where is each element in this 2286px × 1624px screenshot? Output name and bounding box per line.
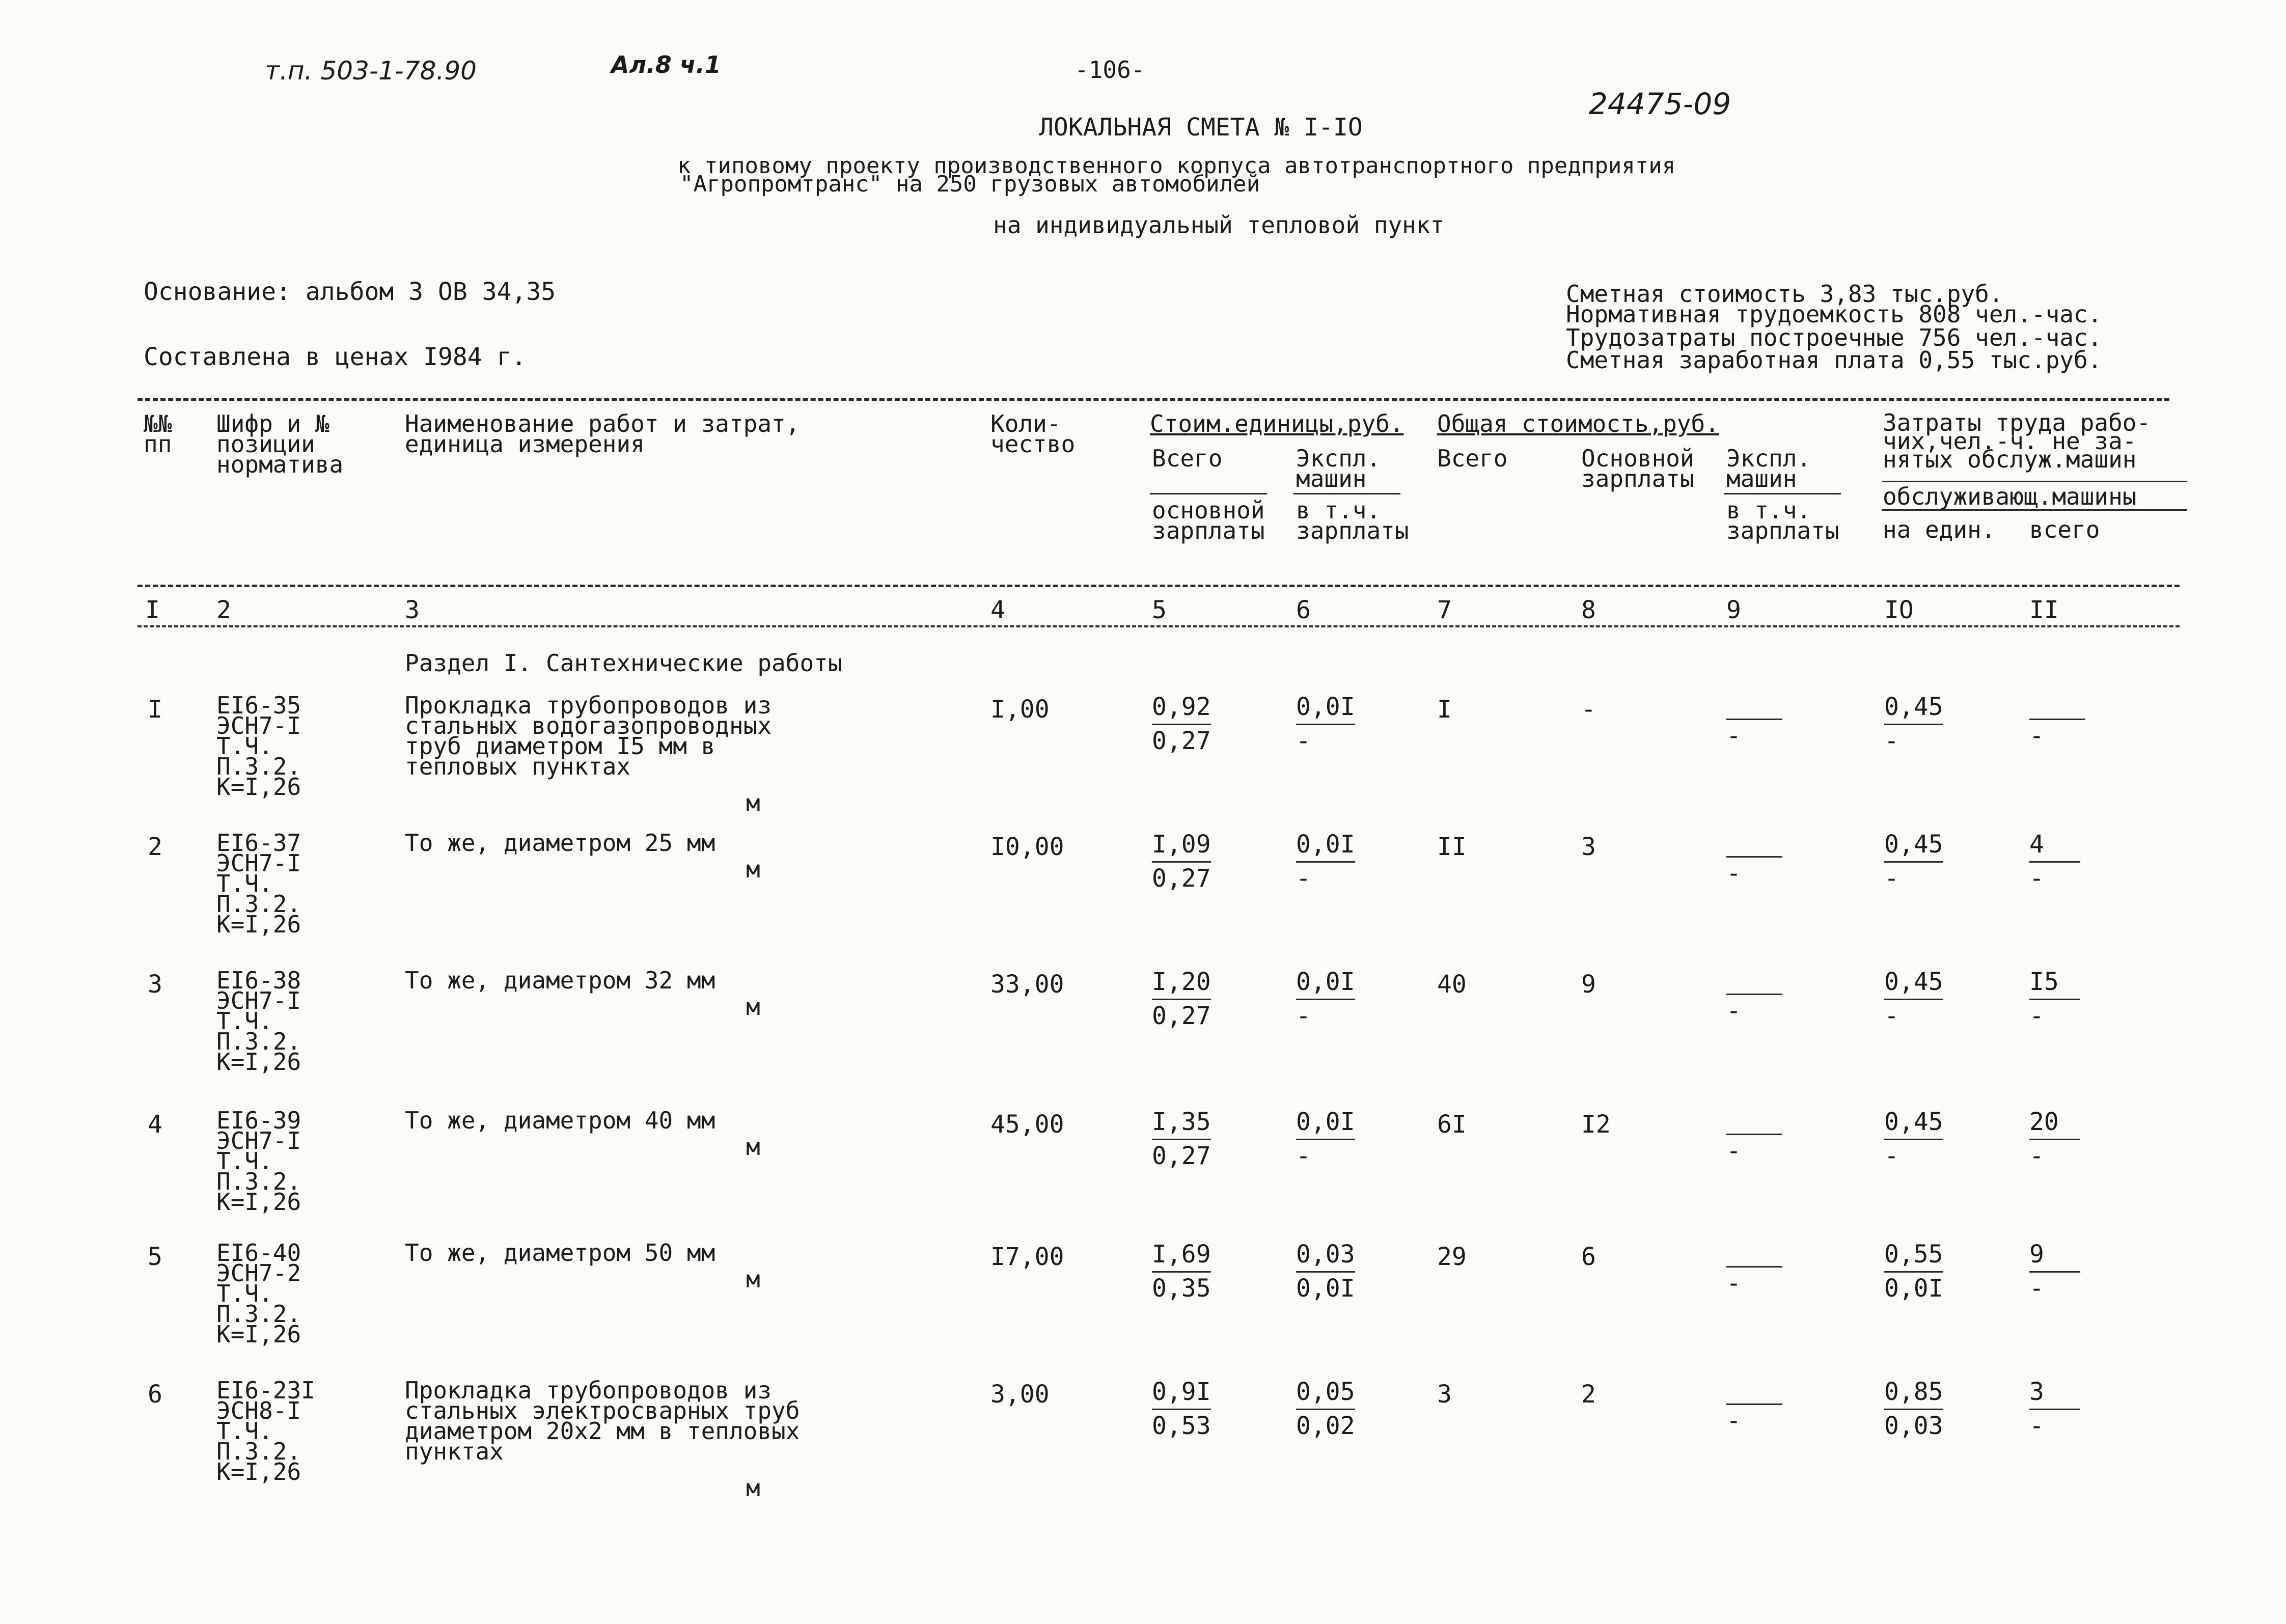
title-subtitle-2: "Агропромтранс" на 250 грузовых автомобилей (680, 171, 1260, 197)
summary-cost: Сметная стоимость 3,83 тыс.руб. (1566, 280, 2003, 308)
row-labor-unit (1884, 1238, 1943, 1304)
row-quantity: I,00 (990, 695, 1050, 724)
row-labor-unit-numerator: 0,45 (1884, 829, 1943, 863)
column-number: 6 (1296, 596, 1311, 624)
row-total-machine-denominator: - (1726, 859, 1741, 888)
row-unit-cost (1152, 829, 1211, 894)
row-total-machine-denominator: - (1726, 1269, 1741, 1298)
summary-wages: Сметная заработная плата 0,55 тыс.руб. (1566, 346, 2102, 374)
row-labor-total-numerator: 3 (2029, 1376, 2080, 1410)
row-unit-cost-numerator: I,09 (1152, 829, 1211, 863)
row-labor-unit-denominator: - (1884, 727, 1899, 755)
row-name: То же, диаметром 32 мм (405, 967, 715, 994)
header-top-rule (137, 398, 2169, 401)
row-unit-machine-numerator: 0,03 (1296, 1238, 1355, 1273)
row-unit-machine-denominator: - (1296, 864, 1311, 893)
row-unit-machine (1296, 829, 1355, 894)
row-unit-cost-denominator: 0,35 (1152, 1274, 1211, 1303)
row-total-machine (1726, 691, 1782, 752)
row-total: 29 (1437, 1243, 1467, 1271)
header-unit-cost: Стоим.единицы,руб. (1150, 410, 1404, 437)
row-unit-machine (1296, 966, 1355, 1032)
document-title: ЛОКАЛЬНАЯ СМЕТА № I-IO (1039, 113, 1363, 142)
row-labor-total-numerator: 9 (2029, 1238, 2080, 1273)
row-quantity: 45,00 (990, 1110, 1064, 1139)
header-total-machine-wage: в т.ч. зарплаты (1726, 497, 1839, 544)
row-name: То же, диаметром 25 мм (405, 829, 715, 857)
row-labor-unit-denominator: - (1884, 1142, 1899, 1170)
row-unit-cost (1152, 1238, 1211, 1304)
row-number: I (148, 695, 162, 724)
header-num: №№ пп (144, 410, 172, 458)
row-labor-unit (1884, 691, 1943, 757)
header-total-all: Всего (1437, 445, 1508, 472)
row-total-machine-denominator: - (1726, 1407, 1741, 1435)
row-labor-total (2029, 691, 2085, 752)
header-total-machine-rule (1724, 493, 1841, 494)
row-labor-total (2029, 1106, 2080, 1172)
row-unit: м (746, 789, 760, 817)
row-labor-unit-numerator: 0,55 (1884, 1238, 1943, 1273)
row-labor-total-numerator: I5 (2029, 966, 2080, 1000)
row-unit-cost-numerator: I,20 (1152, 966, 1211, 1000)
row-total: 6I (1437, 1110, 1467, 1139)
header-unit-total: Всего (1152, 445, 1223, 472)
row-labor-total (2029, 1238, 2080, 1304)
row-total-wage: 3 (1581, 833, 1596, 861)
row-total-machine (1726, 966, 1782, 1027)
section-title: Раздел I. Сантехнические работы (405, 649, 842, 677)
row-total-wage: 9 (1581, 970, 1596, 999)
album-mark: Ал.8 ч.1 (611, 51, 721, 78)
row-unit-cost-denominator: 0,53 (1152, 1412, 1211, 1440)
row-unit-cost-denominator: 0,27 (1152, 727, 1211, 755)
header-unit-machine: Экспл. машин (1296, 445, 1381, 492)
row-total-wage: I2 (1581, 1110, 1611, 1139)
row-unit-cost (1152, 966, 1211, 1032)
row-code: ЕI6-38 ЭСН7-I Т.Ч. П.3.2. К=I,26 (216, 967, 301, 1076)
summary-labor-build: Трудозатраты построечные 756 чел.-час. (1566, 324, 2102, 351)
row-labor-total-numerator: 4 (2029, 829, 2080, 863)
row-unit-machine (1296, 691, 1355, 757)
header-unit-machine-wage: в т.ч. зарплаты (1296, 497, 1409, 544)
row-total-machine (1726, 1106, 1782, 1167)
row-labor-total (2029, 1376, 2080, 1442)
header-labor-machines: обслуживающ.машины (1883, 483, 2137, 510)
row-unit-cost (1152, 1376, 1211, 1442)
row-unit-machine-denominator: - (1296, 1142, 1311, 1170)
column-number: 2 (216, 596, 231, 624)
row-total-machine-numerator (1726, 966, 1782, 995)
header-name: Наименование работ и затрат, единица измерения (405, 410, 800, 458)
summary-labor-norm: Нормативная трудоемкость 808 чел.-час. (1566, 300, 2102, 328)
basis-text: Основание: альбом 3 ОВ 34,35 (144, 278, 556, 306)
prices-year-text: Составлена в ценах I984 г. (144, 343, 527, 371)
row-unit-cost-numerator: 0,9I (1152, 1376, 1211, 1410)
row-unit-cost-numerator: 0,92 (1152, 691, 1211, 725)
row-unit: м (746, 1265, 760, 1293)
row-total: 3 (1437, 1380, 1452, 1409)
row-unit-cost-denominator: 0,27 (1152, 1002, 1211, 1030)
column-number: 7 (1437, 596, 1452, 624)
row-unit: м (746, 1133, 760, 1161)
header-unit-base-wage: основной зарплаты (1152, 497, 1265, 544)
header-bottom-rule (137, 585, 2180, 587)
column-number: 8 (1581, 596, 1596, 624)
row-labor-unit-denominator: - (1884, 1002, 1899, 1030)
header-labor: Затраты труда рабо- чих,чел.-ч. не за- нятых обслуж.машин (1883, 409, 2151, 473)
row-unit: м (746, 856, 760, 883)
row-labor-unit-numerator: 0,45 (1884, 691, 1943, 725)
row-unit-machine (1296, 1106, 1355, 1172)
header-unit-rule (1150, 493, 1267, 494)
column-numbers-rule (137, 625, 2180, 627)
row-quantity: I7,00 (990, 1243, 1064, 1271)
row-number: 2 (148, 833, 162, 861)
row-labor-total-denominator: - (2029, 864, 2044, 893)
row-labor-total-denominator: - (2029, 722, 2044, 750)
row-total-machine-numerator (1726, 1238, 1782, 1268)
row-unit-machine-numerator: 0,05 (1296, 1376, 1355, 1410)
row-labor-unit (1884, 1106, 1943, 1172)
row-labor-total-denominator: - (2029, 1142, 2044, 1170)
row-unit-machine-denominator: - (1296, 1002, 1311, 1030)
row-total-machine-numerator (1726, 1376, 1782, 1405)
row-labor-unit (1884, 1376, 1943, 1442)
row-name: Прокладка трубопроводов из стальных электросварных труб диаметром 20х2 мм в тепловых пунктах (405, 1377, 800, 1465)
header-unit-machine-rule (1293, 493, 1400, 494)
row-labor-total-numerator: 20 (2029, 1106, 2080, 1140)
row-labor-unit-denominator: - (1884, 864, 1899, 893)
row-unit-machine-denominator: - (1296, 727, 1311, 755)
row-labor-total-denominator: - (2029, 1412, 2044, 1440)
row-unit-cost (1152, 691, 1211, 757)
row-unit-machine-numerator: 0,0I (1296, 691, 1355, 725)
row-unit-cost (1152, 1106, 1211, 1172)
row-unit-cost-denominator: 0,27 (1152, 1142, 1211, 1170)
row-labor-unit (1884, 966, 1943, 1032)
row-total-machine-numerator (1726, 691, 1782, 720)
row-labor-unit (1884, 829, 1943, 894)
row-unit-cost-numerator: I,69 (1152, 1238, 1211, 1273)
header-code: Шифр и № позиции норматива (216, 410, 344, 478)
row-name: То же, диаметром 40 мм (405, 1107, 715, 1134)
column-number: 3 (405, 596, 420, 624)
column-number: IO (1884, 596, 1914, 624)
row-quantity: 33,00 (990, 970, 1064, 999)
row-total-machine-denominator: - (1726, 997, 1741, 1025)
column-number: 9 (1726, 596, 1741, 624)
row-total-machine (1726, 829, 1782, 889)
row-total-machine-denominator: - (1726, 1137, 1741, 1165)
row-code: ЕI6-23I ЭСН8-I Т.Ч. П.3.2. К=I,26 (216, 1377, 315, 1485)
row-labor-unit-numerator: 0,45 (1884, 1106, 1943, 1140)
row-total: I (1437, 695, 1452, 724)
row-total-machine-denominator: - (1726, 722, 1741, 750)
row-code: ЕI6-35 ЭСН7-I Т.Ч. П.3.2. К=I,26 (216, 692, 301, 801)
row-total: II (1437, 833, 1467, 861)
header-labor-unit: на един. (1883, 516, 1996, 543)
row-total-wage: 6 (1581, 1243, 1596, 1271)
row-name: То же, диаметром 50 мм (405, 1239, 715, 1267)
row-unit-machine (1296, 1238, 1355, 1304)
row-unit-cost-denominator: 0,27 (1152, 864, 1211, 893)
row-unit-machine (1296, 1376, 1355, 1442)
inventory-number: 24475-09 (1589, 87, 1731, 121)
header-labor-machines-rule (1882, 509, 2187, 511)
header-labor-rule (1882, 481, 2187, 482)
row-unit-machine-numerator: 0,0I (1296, 829, 1355, 863)
column-number: I (145, 596, 160, 624)
row-labor-unit-denominator: 0,03 (1884, 1412, 1943, 1440)
row-quantity: I0,00 (990, 833, 1064, 861)
header-total-base-wage: Основной зарплаты (1581, 445, 1694, 492)
row-number: 6 (148, 1380, 162, 1409)
row-labor-total (2029, 829, 2080, 894)
column-number: II (2029, 596, 2059, 624)
column-number: 4 (990, 596, 1005, 624)
row-total-wage: - (1581, 695, 1596, 724)
row-labor-total-numerator (2029, 691, 2085, 720)
row-code: ЕI6-39 ЭСН7-I Т.Ч. П.3.2. К=I,26 (216, 1107, 301, 1216)
row-labor-total (2029, 966, 2080, 1032)
title-subtitle-1: к типовому проекту производственного корпуса автотранспортного предприятия (677, 153, 1676, 179)
row-total-machine (1726, 1376, 1782, 1437)
row-name: Прокладка трубопроводов из стальных водогазопроводных труб диаметром I5 мм в тепловых пунктах (405, 692, 772, 780)
row-labor-unit-numerator: 0,45 (1884, 966, 1943, 1000)
row-labor-unit-numerator: 0,85 (1884, 1376, 1943, 1410)
header-total-machine: Экспл. машин (1726, 445, 1811, 492)
row-labor-total-denominator: - (2029, 1274, 2044, 1303)
column-number: 5 (1152, 596, 1167, 624)
header-total-cost: Общая стоимость,руб. (1437, 410, 1719, 437)
row-unit-machine-numerator: 0,0I (1296, 966, 1355, 1000)
row-code: ЕI6-40 ЭСН7-2 Т.Ч. П.3.2. К=I,26 (216, 1239, 301, 1348)
row-code: ЕI6-37 ЭСН7-I Т.Ч. П.3.2. К=I,26 (216, 829, 301, 938)
row-total-machine (1726, 1238, 1782, 1299)
row-total-machine-numerator (1726, 1106, 1782, 1135)
row-total-wage: 2 (1581, 1380, 1596, 1409)
row-unit: м (746, 993, 760, 1021)
row-unit-machine-numerator: 0,0I (1296, 1106, 1355, 1140)
row-number: 4 (148, 1110, 162, 1139)
row-labor-unit-denominator: 0,0I (1884, 1274, 1943, 1303)
header-quantity: Коли- чество (990, 410, 1076, 458)
row-number: 5 (148, 1243, 162, 1271)
row-unit-machine-denominator: 0,0I (1296, 1274, 1355, 1303)
row-unit: м (746, 1474, 760, 1502)
row-unit-machine-denominator: 0,02 (1296, 1412, 1355, 1440)
title-subtitle-3: на индивидуальный тепловой пункт (993, 211, 1445, 239)
row-unit-cost-numerator: I,35 (1152, 1106, 1211, 1140)
header-labor-total: всего (2029, 516, 2100, 543)
row-number: 3 (148, 970, 162, 999)
project-code: т.п. 503-1-78.90 (265, 56, 477, 86)
row-labor-total-denominator: - (2029, 1002, 2044, 1030)
page-number: -106- (1075, 56, 1145, 84)
row-total: 40 (1437, 970, 1467, 999)
row-quantity: 3,00 (990, 1380, 1050, 1409)
row-total-machine-numerator (1726, 829, 1782, 858)
